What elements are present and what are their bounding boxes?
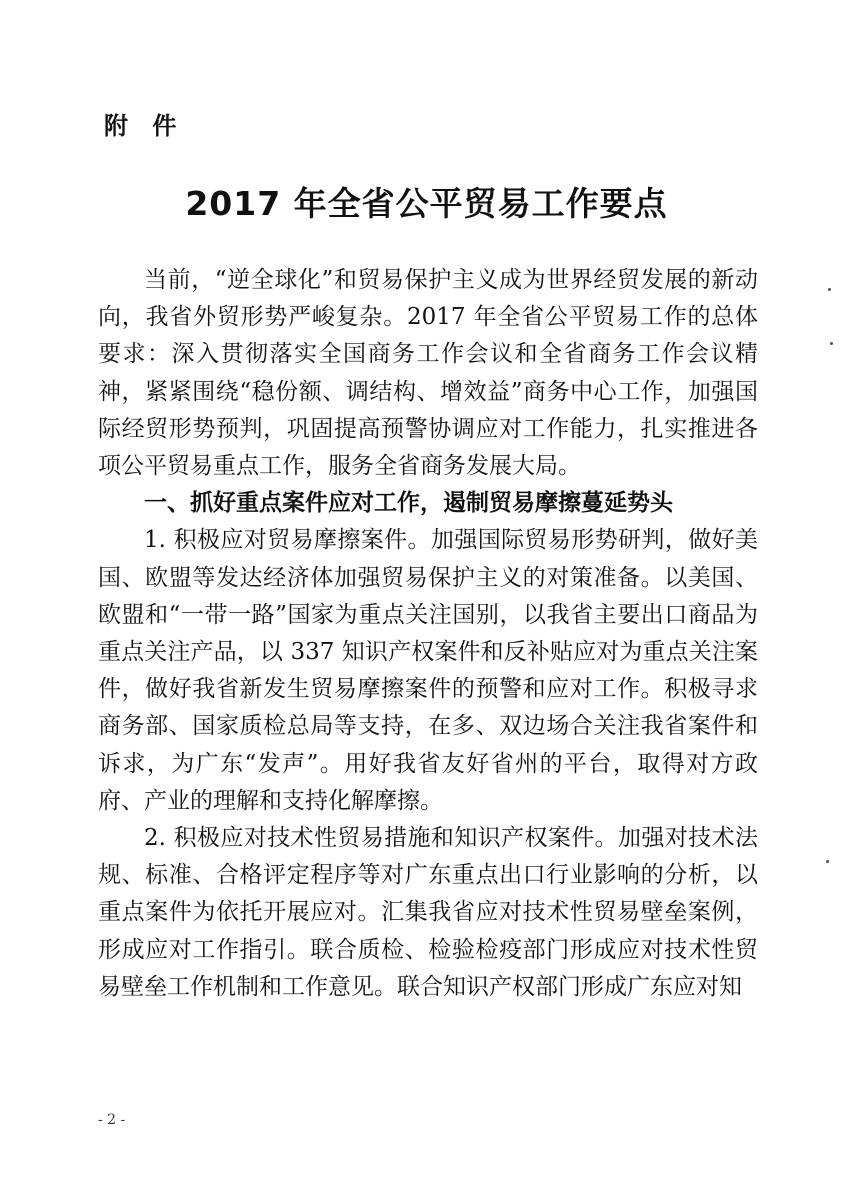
document-body <box>98 262 758 1006</box>
attachment-label: 附 件 <box>104 112 185 140</box>
scan-speck <box>826 860 829 863</box>
paragraph-item-1: 1. 积极应对贸易摩擦案件。加强国际贸易形势研判，做好美国、欧盟等发达经济体加强贸易保护主义的对策准备。以美国、欧盟和“一带一路”国家为重点关注国别，以我省主要出口商品为重点关注产品，以 337 知识产权案件和反补贴应对为重点关注案件，做好我省新发生贸易摩擦案件的预警和应对工作。积极寻求商务部、国家质检总局等支持，在多、双边场合关注我省案件和诉求，为广东“发声”。用好我省友好省州的平台，取得对方政府、产业的理解和支持化解摩擦。 <box>98 527 758 814</box>
paragraph-item-2: 2. 积极应对技术性贸易措施和知识产权案件。加强对技术法规、标准、合格评定程序等对广东重点出口行业影响的分析，以重点案件为依托开展应对。汇集我省应对技术性贸易壁垒案例，形成应对工作指引。联合质检、检验检疫部门形成应对技术性贸易壁垒工作机制和工作意见。联合知识产权部门形成广东应对知 <box>98 825 758 1000</box>
scan-speck <box>828 288 831 291</box>
scan-speck <box>830 342 833 345</box>
page-number: - 2 - <box>98 1112 126 1128</box>
document-title: 2017 年全省公平贸易工作要点 <box>185 184 668 223</box>
section-heading-1: 一、抓好重点案件应对工作，遏制贸易摩擦蔓延势头 <box>144 490 673 517</box>
intro-paragraph: 当前，“逆全球化”和贸易保护主义成为世界经贸发展的新动向，我省外贸形势严峻复杂。2017 年全省公平贸易工作的总体要求：深入贯彻落实全国商务工作会议和全省商务工作会议精神，紧紧围绕“稳份额、调结构、增效益”商务中心工作，加强国际经贸形势预判，巩固提高预警协调应对工作能力，扎实推进各项公平贸易重点工作，服务全省商务发展大局。 <box>98 267 758 480</box>
